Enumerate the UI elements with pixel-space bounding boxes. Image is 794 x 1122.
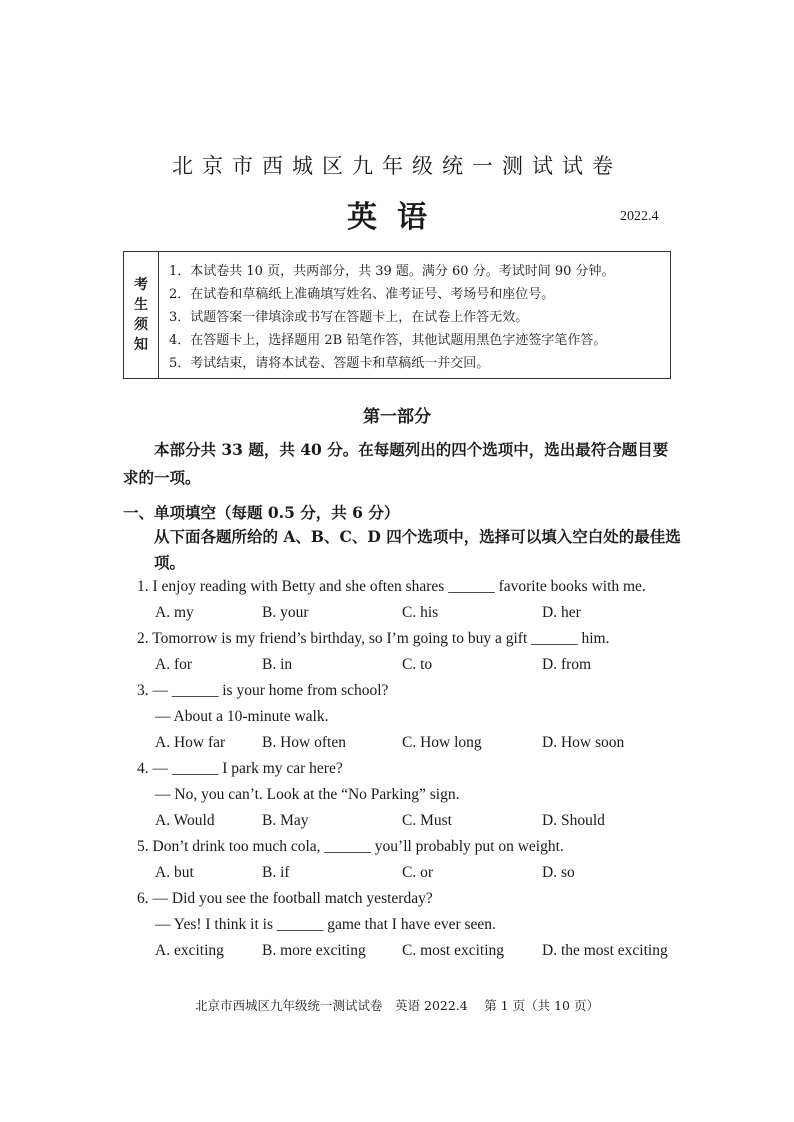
option: B. in — [262, 656, 293, 673]
option: B. more exciting — [262, 942, 366, 959]
question-stem: 6. — Did you see the football match yesterday? — [137, 890, 433, 907]
notice-item: 4．在答题卡上，选择题用 2B 铅笔作答，其他试题用黑色字迹签字笔作答。 — [169, 333, 607, 348]
notice-item: 3．试题答案一律填涂或书写在答题卡上，在试卷上作答无效。 — [169, 310, 529, 325]
option: B. How often — [262, 734, 346, 751]
page-footer: 北京市西城区九年级统一测试试卷 英语 2022.4 第 1 页（共 10 页） — [195, 998, 599, 1013]
notice-list — [159, 252, 670, 378]
section-instruction: 从下面各题所给的 A、B、C、D 四个选项中，选择可以填入空白处的最佳选项。 — [154, 527, 681, 572]
notice-label-char: 考 — [134, 277, 148, 293]
question-stem: 3. — ______ is your home from school? — [137, 682, 389, 699]
option: A. for — [155, 656, 193, 673]
dialogue-line: — About a 10-minute walk. — [155, 708, 329, 725]
option: A. Would — [155, 812, 215, 829]
notice-label — [124, 252, 159, 378]
option: A. my — [155, 604, 194, 621]
notice-label-char: 知 — [134, 337, 148, 353]
question-stem: 2. Tomorrow is my friend’s birthday, so I’m going to buy a gift ______ him. — [137, 630, 610, 647]
exam-date: 2022.4 — [620, 209, 659, 224]
question-stem: 4. — ______ I park my car here? — [137, 760, 343, 777]
option: C. most exciting — [402, 942, 505, 959]
option: C. to — [402, 656, 433, 673]
dialogue-line: — No, you can’t. Look at the “No Parking” sign. — [155, 786, 460, 803]
option: C. his — [402, 604, 439, 621]
notice-box — [123, 251, 671, 379]
notice-label-char: 生 — [134, 297, 148, 313]
part-title: 第一部分 — [363, 407, 431, 427]
option: D. from — [542, 656, 592, 673]
option: A. but — [155, 864, 194, 881]
option: D. How soon — [542, 734, 625, 751]
option: A. How far — [155, 734, 226, 751]
question-stem: 1. I enjoy reading with Betty and she often shares ______ favorite books with me. — [137, 578, 646, 595]
option: D. so — [542, 864, 575, 881]
option: D. her — [542, 604, 581, 621]
notice-item: 2．在试卷和草稿纸上准确填写姓名、准考证号、考场号和座位号。 — [169, 287, 555, 302]
option: B. May — [262, 812, 309, 829]
option: C. or — [402, 864, 433, 881]
dialogue-line: — Yes! I think it is ______ game that I have ever seen. — [155, 916, 496, 933]
option: A. exciting — [155, 942, 224, 959]
part-intro: 本部分共 33 题，共 40 分。在每题列出的四个选项中，选出最符合题目要求的一项。 — [123, 440, 669, 487]
section-heading: 一、单项填空（每题 0.5 分，共 6 分） — [123, 503, 400, 522]
option: D. the most exciting — [542, 942, 668, 959]
option: D. Should — [542, 812, 605, 829]
question-stem: 5. Don’t drink too much cola, ______ you’ll probably put on weight. — [137, 838, 564, 855]
option: B. if — [262, 864, 290, 881]
subject-title: 英语 — [347, 200, 447, 235]
option: B. your — [262, 604, 309, 621]
option: C. Must — [402, 812, 452, 829]
notice-item: 5．考试结束，请将本试卷、答题卡和草稿纸一并交回。 — [169, 356, 490, 371]
option: C. How long — [402, 734, 482, 751]
notice-label-char: 须 — [134, 317, 148, 333]
exam-title: 北京市西城区九年级统一测试试卷 — [172, 154, 622, 178]
notice-item: 1．本试卷共 10 页，共两部分，共 39 题。满分 60 分。考试时间 90 分钟。 — [169, 264, 615, 279]
